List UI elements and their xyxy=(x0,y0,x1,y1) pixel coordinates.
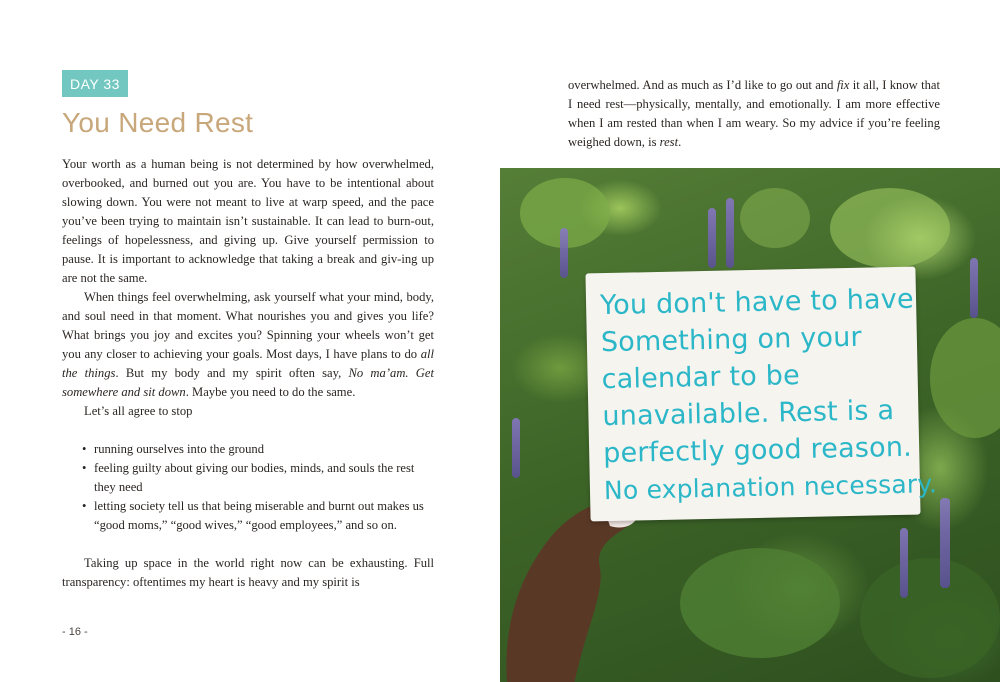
card-line: Something on your xyxy=(600,321,863,359)
paragraph-2-emphasis-1: all the things xyxy=(62,347,434,380)
photo-hand-holding-card xyxy=(500,168,1000,682)
foliage-blob xyxy=(680,548,840,658)
card-line: perfectly good reason. xyxy=(602,431,913,470)
flower-spike xyxy=(726,198,734,268)
paragraph-2 xyxy=(62,288,434,402)
right-text-emphasis-1: fix xyxy=(836,78,850,92)
card-line: You don't have to have xyxy=(599,283,915,322)
flower-spike xyxy=(970,258,978,318)
foliage-blob xyxy=(740,188,810,248)
card-line: No explanation necessary. xyxy=(603,469,938,506)
bullet-item: • running ourselves into the ground xyxy=(82,440,434,459)
right-text-emphasis-2: rest xyxy=(659,135,679,149)
paragraph-2-text-c: . Maybe you need to do the same. xyxy=(185,385,356,399)
bullet-list xyxy=(82,440,434,535)
paragraph-3: Let’s all agree to stop xyxy=(84,404,193,418)
foliage-blob xyxy=(860,558,1000,678)
flower-spike xyxy=(900,528,908,598)
card-text xyxy=(599,281,938,509)
right-text-a: overwhelmed. And as much as I’d like to go out and xyxy=(568,78,837,92)
right-page-text xyxy=(568,76,940,152)
card-line: unavailable. Rest is a xyxy=(602,395,895,433)
page-number: - 16 - xyxy=(62,626,88,638)
foliage-blob xyxy=(830,188,950,268)
paragraph-2-text-b: . But my body and my spirit often say, xyxy=(115,366,349,380)
handwritten-note-card xyxy=(585,267,938,522)
flower-spike xyxy=(708,208,716,268)
page-title: You Need Rest xyxy=(62,107,254,138)
card-line: calendar to be xyxy=(601,360,801,396)
right-text-b: it all, I know that I need rest—physically, mentally, and emotionally. I am more effective when I am rested than when I am weary. So my advice if you’re feeling weighed down, is xyxy=(568,78,940,149)
bullet-item: • letting society tell us that being miserable and burnt out makes us “good moms,” “good wives,” “good employees,” and so on. xyxy=(82,497,434,535)
paragraph-4: Taking up space in the world right now can be exhausting. Full transparency: oftentimes my heart is heavy and my spirit is xyxy=(62,556,434,589)
paragraph-2-text-a: When things feel overwhelming, ask yourself what your mind, body, and soul need in that moment. What nourishes you and gives you life? What brings you joy and excites you? Spinning your wheels won’t get you any closer to achieving your goals. Most days, I have plans to do xyxy=(62,290,434,361)
right-text-c: . xyxy=(678,135,682,149)
paragraph-2-emphasis-2: No ma’am. Get somewhere and sit down xyxy=(62,366,434,399)
flower-spike xyxy=(560,228,568,278)
day-label: DAY 33 xyxy=(62,70,128,97)
left-page xyxy=(62,70,434,592)
body-text xyxy=(62,155,434,592)
flower-spike xyxy=(940,498,950,588)
bullet-item: • feeling guilty about giving our bodies, minds, and souls the rest they need xyxy=(82,459,434,497)
paragraph-1: Your worth as a human being is not determined by how overwhelmed, overbooked, and burned out you are. You have to be intentional about slowing down. You were not meant to live at warp speed, and the pace you’ve been trying to maintain isn’t sustainable. It can lead to burn-out, feelings of hopelessness, and giving up. Give yourself permission to pause. It is important to acknowledge that taking a break and giv-ing up are not the same. xyxy=(62,157,434,285)
foliage-blob xyxy=(930,318,1000,438)
